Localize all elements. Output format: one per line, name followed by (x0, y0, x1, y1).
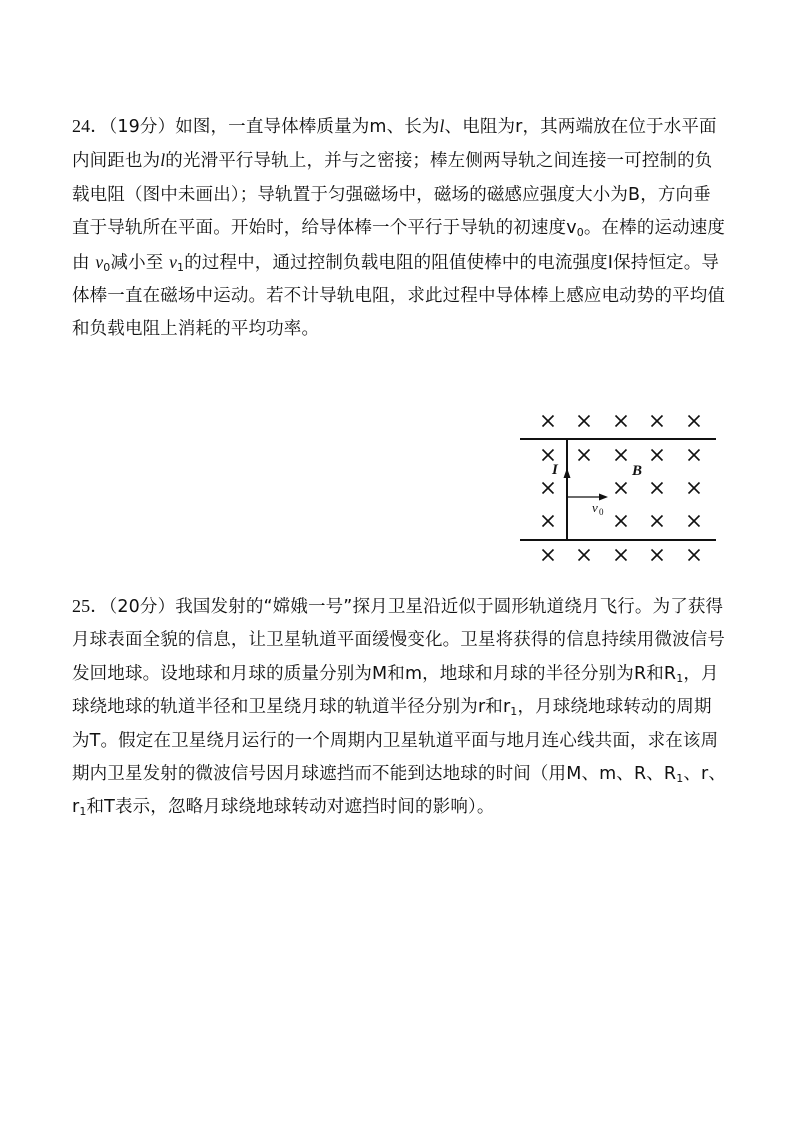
problem-text: 我国发射的“嫦娥一号”探月卫星沿近似于圆形轨道绕月飞行。为了获得月球表面全貌的信息，让卫星轨道平面缓慢变化。卫星将获得的信息持续用微波信号发回地球。设地球和月球的质量分别为M和m，地球和月球的半径分别为R和R (72, 597, 726, 684)
field-cross (652, 483, 663, 494)
field-cross (543, 483, 554, 494)
subscript: 1 (510, 705, 518, 719)
variable-v: v (95, 251, 104, 272)
subscript: 1 (676, 772, 684, 786)
field-cross (689, 416, 700, 427)
field-cross (616, 450, 627, 461)
field-cross (579, 416, 590, 427)
problem-text: 的光滑平行导轨上，并与之密接；棒左侧两导轨之间连接一可控制的负载电阻（图中未画出）；导轨置于匀强磁场中，磁场的磁感应强度大小为B，方向垂直于导轨所在平面。开始时，给导体棒一个平行于导轨的初速度v (72, 151, 713, 239)
problem-text: 、r、r (72, 764, 727, 818)
subscript: 1 (676, 671, 684, 685)
problem-text: 和T表示，忽略月球绕地球转动对遮挡时间的影响）。 (86, 797, 495, 818)
problem-25 (72, 590, 728, 825)
problem-text: ，月球绕地球的轨道半径和卫星绕月球的轨道半径分别为r和r (72, 663, 719, 718)
field-cross (579, 450, 590, 461)
current-label: I (552, 462, 558, 478)
subscript: 0 (576, 226, 584, 240)
field-cross (616, 550, 627, 561)
field-cross (543, 450, 554, 461)
current-arrowhead (564, 468, 571, 478)
field-cross (652, 516, 663, 527)
problem-score: （20分） (108, 597, 176, 617)
field-cross (652, 416, 663, 427)
variable-v: v (169, 251, 178, 272)
problem-number: 25． (72, 596, 109, 616)
field-cross (652, 550, 663, 561)
field-cross (616, 516, 627, 527)
field-cross (652, 450, 663, 461)
field-cross (543, 550, 554, 561)
field-cross (616, 483, 627, 494)
field-cross (579, 550, 590, 561)
problem-text: 。在棒的运动速度由 (72, 218, 726, 273)
field-cross (616, 416, 627, 427)
problem-text: 如图，一直导体棒质量为m、长为 (175, 117, 440, 137)
field-cross (689, 550, 700, 561)
problem-text: 、电阻为r，其两端放在位于水平面内间距也为 (72, 117, 717, 172)
field-cross (689, 483, 700, 494)
subscript: 0 (103, 260, 111, 274)
problem-score: （19分） (108, 117, 176, 137)
velocity-label: v (592, 500, 598, 515)
problem-text: 减小至 (110, 252, 170, 273)
velocity-arrowhead (599, 494, 608, 501)
field-cross (543, 516, 554, 527)
magnetic-field-figure (520, 408, 720, 572)
problem-text: 的过程中，通过控制负载电阻的阻值使棒中的电流强度I保持恒定。导体棒一直在磁场中运动。若不计导轨电阻，求此过程中导体棒上感应电动势的平均值和负载电阻上消耗的平均功率。 (72, 252, 726, 340)
subscript: 1 (177, 260, 185, 274)
problem-24 (72, 110, 728, 347)
field-cross (689, 516, 700, 527)
variable-l: l (439, 116, 445, 136)
variable-l: l (160, 150, 166, 171)
problem-text: ，月球绕地球转动的周期为T。假定在卫星绕月运行的一个周期内卫星轨道平面与地月连心线共面，求在该周期内卫星发射的微波信号因月球遮挡而不能到达地球的时间（用M、m、R、R (72, 697, 719, 785)
field-cross (689, 450, 700, 461)
problem-number: 24． (72, 116, 109, 136)
field-cross (543, 416, 554, 427)
field-label: B (632, 463, 643, 479)
subscript: 1 (79, 805, 87, 819)
velocity-subscript: 0 (599, 507, 604, 517)
